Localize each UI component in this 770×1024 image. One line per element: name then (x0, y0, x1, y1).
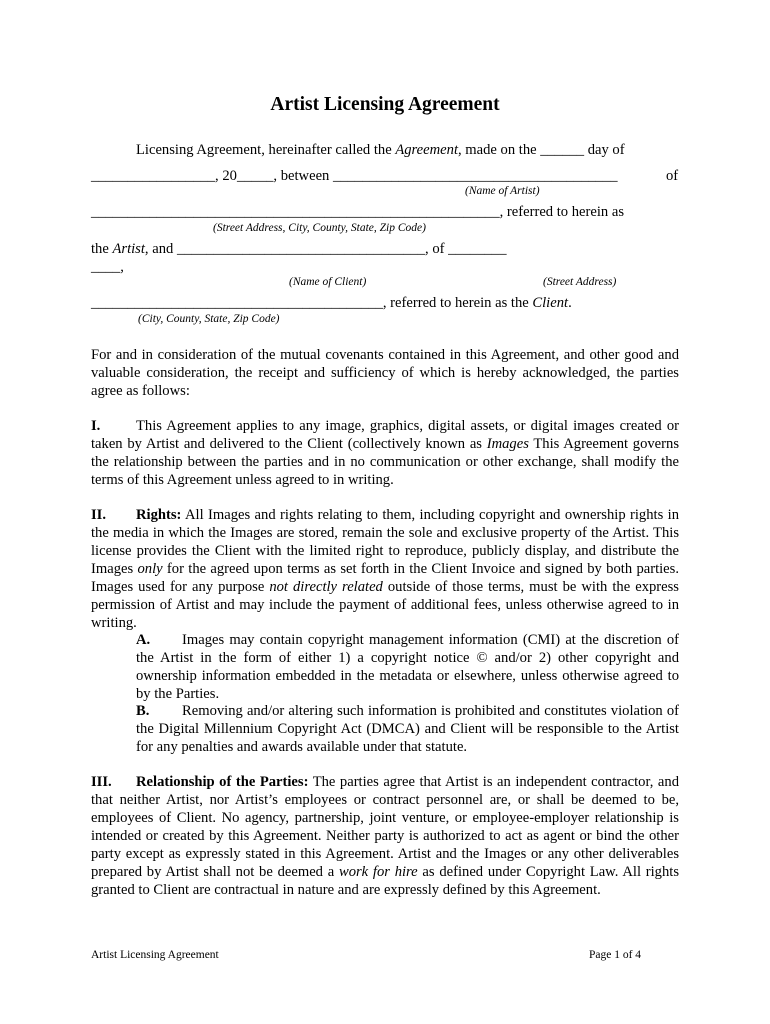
section-2-paragraph: II. Rights: All Images and rights relating to them, including copyright and ownership rights in the media in which the Images are stored, remain the sole and exclusive property of the Artist. This license provides the Client with the limited right to reproduce, publicly display, and distribute the Images only for the agreed upon terms as set forth in the Client Invoice and signed by both parties. Images used for any purpose not directly related outside of those terms, must be with the express permission of Artist and may include the payment of additional fees, unless otherwise agreed to in writing. (91, 507, 679, 631)
caption-name-of-artist: (Name of Artist) (465, 185, 540, 197)
intro-line-5: ____, (91, 259, 124, 275)
caption-street-address: (Street Address) (543, 276, 617, 288)
intro-line-3: ________________________________________________________, referred to herein as (91, 204, 625, 220)
footer-page-number: Page 1 of 4 (589, 949, 642, 961)
preamble-paragraph: For and in consideration of the mutual covenants contained in this Agreement, and other good and valuable consideration, the receipt and sufficiency of which is hereby acknowledged, the parties agree as follows: (91, 347, 679, 399)
caption-artist-address: (Street Address, City, County, State, Zip Code) (213, 222, 426, 234)
intro-line-1: Licensing Agreement, hereinafter called the Agreement, made on the ______ day of (136, 142, 625, 158)
section-2-subsection-a: A. Images may contain copyright management information (CMI) at the discretion of the Artist in the form of either 1) a copyright notice © and/or 2) other copyright and ownership information embedded in the metadata or elsewhere, unless otherwise agreed to by the Parties. (136, 632, 679, 702)
intro-line-6: ________________________________________, referred to herein as the Client. (91, 295, 572, 311)
section-3-paragraph: III. Relationship of the Parties: The parties agree that Artist is an independent contractor, and that neither Artist, nor Artist’s employees or contract personnel are, or shall be deemed to be, employees of Client. No agency, partnership, joint venture, or employee-employer relationship is intended or created by this Agreement. Neither party is authorized to act as agent or bind the other party except as expressly stated in this Agreement. Artist and the Images or any other deliverables prepared by Artist shall not be deemed a work for hire as defined under Copyright Law. All rights granted to Client are contractual in nature and are expressly defined by this Agreement. (91, 774, 680, 898)
intro-line-2: _________________, 20_____, between _______________________________________ (91, 168, 618, 184)
intro-line-2-of: of (666, 168, 679, 184)
caption-name-of-client: (Name of Client) (289, 276, 367, 288)
section-2-subsection-b: B. Removing and/or altering such information is prohibited and constitutes violation of the Digital Millennium Copyright Act (DMCA) and Client will be responsible to the Artist for any penalties and awards available under that statute. (136, 703, 679, 755)
section-1-paragraph: I. This Agreement applies to any image, graphics, digital assets, or digital images created or taken by Artist and delivered to the Client (collectively known as Images This Agreement governs the relationship between the parties and in no communication or other exchange, shall modify the terms of this Agreement unless agreed to in writing. (91, 418, 679, 488)
intro-line-4: the Artist, and __________________________________, of ________ (91, 241, 507, 257)
caption-city-county: (City, County, State, Zip Code) (138, 313, 280, 325)
footer-document-name: Artist Licensing Agreement (91, 949, 219, 961)
document-title: Artist Licensing Agreement (270, 94, 500, 115)
